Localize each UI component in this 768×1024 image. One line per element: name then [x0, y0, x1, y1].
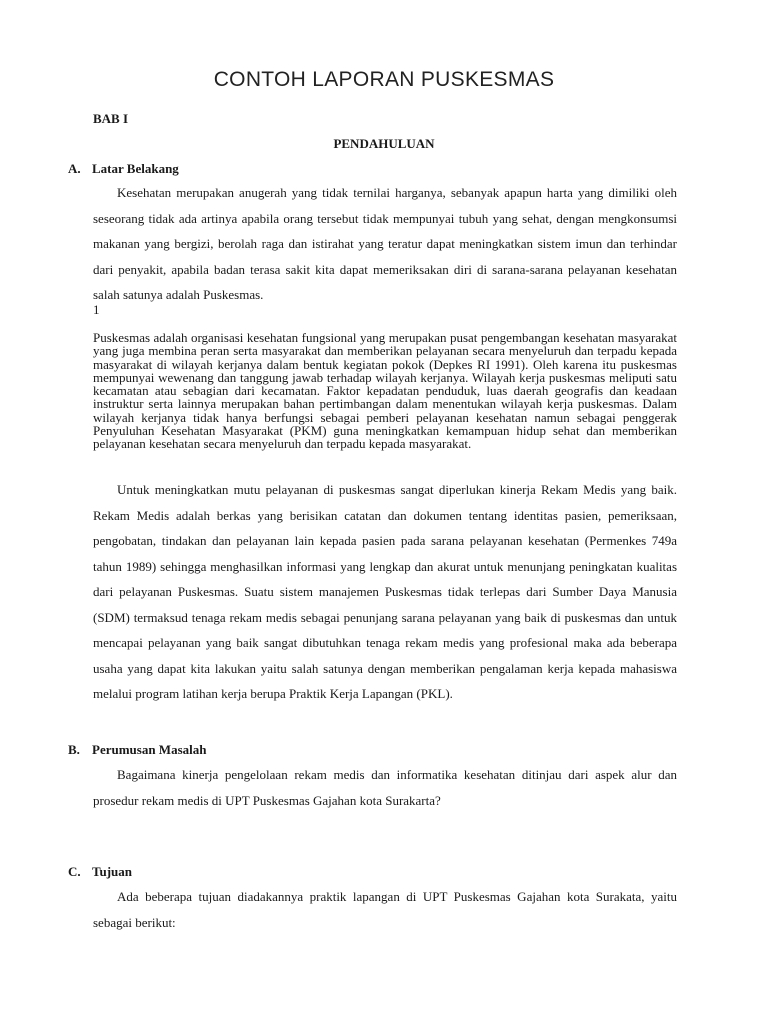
document-title: CONTOH LAPORAN PUSKESMAS [213, 68, 555, 91]
paragraph-perumusan-masalah: Bagaimana kinerja pengelolaan rekam medis dan informatika kesehatan ditinjau dari aspek alur dan prosedur rekam medis di UPT Puskesmas Gajahan kota Surakarta? [93, 767, 677, 808]
section-heading-latar-belakang [68, 161, 179, 177]
paragraph-latar-belakang-3: Untuk meningkatkan mutu pelayanan di puskesmas sangat diperlukan kinerja Rekam Medis yang baik. Rekam Medis adalah berkas yang berisikan catatan dan dokumen tentang identitas pasien, pemeriksaan, pengobatan, tindakan dan pelayanan lain kepada pasien pada sarana pelayanan kesehatan (Permenkes 749a tahun 1989) sehingga menghasilkan informasi yang lengkap dan akurat untuk menunjang peningkatan kualitas dari pelayanan Puskesmas. Suatu sistem manajemen Puskesmas tidak terlepas dari Sumber Daya Manusia (SDM) termaksud tenaga rekam medis sebagai penunjang sarana pelayanan yang baik di puskesmas dan untuk mencapai pelayanan yang baik sangat dibutuhkan tenaga rekam medis yang profesional maka ada beberapa usaha yang dapat kita lakukan yaitu salah satunya dengan memberikan pengalaman kerja kepada mahasiswa melalui program latihan kerja berupa Praktik Kerja Lapangan (PKL). [93, 482, 677, 701]
chapter-title: PENDAHULUAN [333, 136, 435, 151]
paragraph-latar-belakang-2: Puskesmas adalah organisasi kesehatan fungsional yang merupakan pusat pengembangan kesehatan masyarakat yang juga membina peran serta masyarakat dan memberikan pelayanan secara menyeluruh dan terpadu kepada masyarakat di wilayah kerjanya dalam bentuk kegiatan pokok (Depkes RI 1991). Oleh karena itu puskesmas mempunyai wewenang dan tanggung jawab terhadap wilayah kerjanya. Wilayah kerja puskesmas meliputi satu kecamatan atau sebagian dari kecamatan. Faktor kepadatan penduduk, luas daerah geografis dan keadaan instruktur serta lainnya merupakan bahan pertimbangan dalam menentukan wilayah kerja puskesmas. Dalam wilayah kerjanya tidak hanya berfungsi sebagai pemberi pelayanan kesehatan namun sebagai penggerak Penyuluhan Kesehatan Masyarakat (PKM) guna meningkatkan kemampuan hidup sehat dan memberikan pelayanan kesehatan secara menyeluruh dan terpadu kepada masyarakat. [93, 330, 677, 452]
paragraph-tujuan: Ada beberapa tujuan diadakannya praktik lapangan di UPT Puskesmas Gajahan kota Surakata, yaitu sebagai berikut: [93, 889, 677, 930]
section-title: Latar Belakang [92, 161, 179, 176]
section-title: Tujuan [92, 864, 132, 879]
paragraph-latar-belakang-1: Kesehatan merupakan anugerah yang tidak ternilai harganya, sebanyak apapun harta yang dimiliki oleh seseorang tidak ada artinya apabila orang tersebut tidak mempunyai tubuh yang sehat, dengan mengkonsumsi makanan yang bergizi, berolah raga dan istirahat yang teratur dapat meningkatkan sistem imun dan terhindar dari penyakit, apabila badan terasa sakit kita dapat memeriksakan diri di sarana-sarana pelayanan kesehatan salah satunya adalah Puskesmas. [93, 185, 677, 302]
section-title: Perumusan Masalah [92, 742, 207, 757]
chapter-number: BAB I [93, 111, 129, 126]
section-letter: A. [68, 161, 81, 176]
section-letter: B. [68, 742, 80, 757]
section-heading-tujuan [68, 864, 132, 880]
section-heading-perumusan-masalah [68, 742, 206, 758]
section-letter: C. [68, 864, 81, 879]
page-number: 1 [93, 302, 100, 317]
